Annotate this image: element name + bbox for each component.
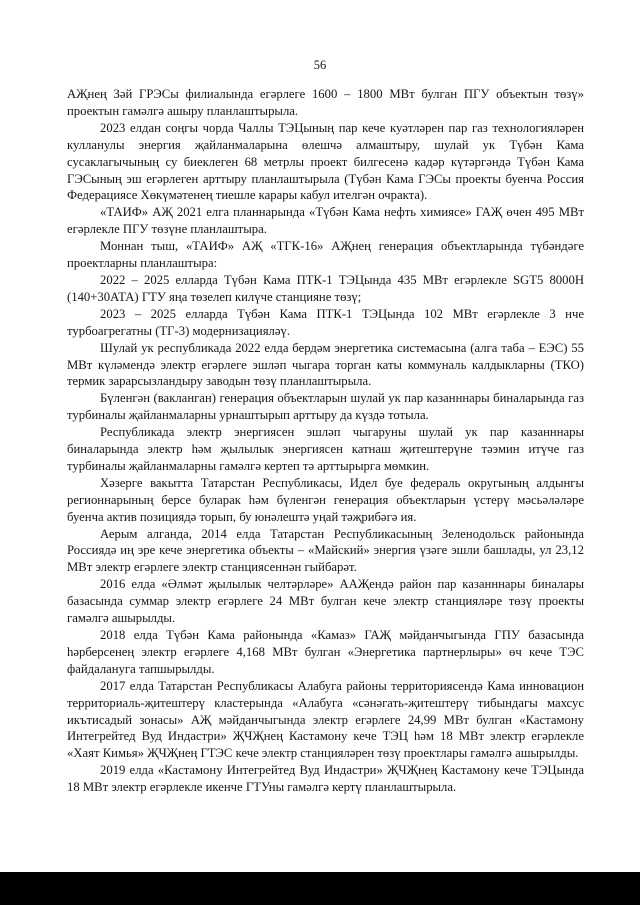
- page-number: 56: [313, 58, 327, 72]
- paragraph: Республикада электр энергиясен эшләп чыгаруны шулай ук пар казанннары биналарында электр һәм җылылык энергиясен катнаш җитештерүне тәэмин итүче газ турбиналы җайланмаларны гамәлгә кертеп тә арттырырга мөмкин.: [67, 425, 584, 473]
- paragraph: Бүленгән (вакланган) генерация объектларын шулай ук пар казанннары биналарында газ турбиналы җайланмаларны урнаштырып арттыру да күздә тотыла.: [67, 391, 584, 423]
- paragraph: «ТАИФ» АҖ 2021 елга планнарында «Түбән Кама нефть химиясе» ГАҖ өчен 495 МВт егәрлекле ПГУ төзүне планлаштыра.: [67, 205, 584, 237]
- scan-bottom-border: [0, 872, 640, 905]
- paragraph: 2023 – 2025 елларда Түбән Кама ПТК-1 ТЭЦында 102 МВт егәрлекле 3 нче турбоагрегатны (ТГ-3) модернизацияләү.: [67, 306, 584, 338]
- paragraph: Хәзерге вакытта Татарстан Республикасы, Идел буе федераль округының алдынгы регионнарының берсе буларак һәм бүленгән генерация объектларын үстерү мәсьәләләре буенча актив позициядә торып, бу юнәлештә уңай тәҗрибәгә ия.: [67, 475, 584, 524]
- paragraph: 2022 – 2025 елларда Түбән Кама ПТК-1 ТЭЦында 435 МВт егәрлекле SGT5 8000H (140+30АТА) ГТУ яңа төзелеп килүче станцияне төзү;: [67, 272, 584, 304]
- paragraph: 2019 елда «Кастамону Интегрейтед Вуд Индастри» ҖЧҖнең Кастамону кече ТЭЦында 18 МВт электр егәрлекле икенче ГТУны гамәлгә кертү планлаштырыла.: [67, 763, 584, 795]
- paragraph: Аерым алганда, 2014 елда Татарстан Республикасының Зеленодольск районында Россиядә иң эре кече энергетика объекты – «Майский» энергия үзәге эшли башлады, ул 23,12 МВт электр егәрлеге электр станциясеннән гыйбарәт.: [67, 526, 584, 575]
- paragraph: Шулай ук республикада 2022 елда бердәм энергетика системасына (алга таба – ЕЭС) 55 МВт күләмендә электр егәрлеге эшләп чыгара торган каты коммуналь калдыкларны (ТКО) термик зарарсызландыру заводын төзү планлаштырыла.: [67, 340, 584, 389]
- body-text: [67, 86, 584, 796]
- paragraph: 2018 елда Түбән Кама районында «Камаз» ГАҖ мәйданчыгында ГПУ базасында һәрберсенең электр егәрлеге 4,168 МВт булган «Энергетика партнерлыры» өч кече ТЭС файдалануга тапшырылды.: [67, 628, 584, 676]
- paragraph: 2023 елдан соңгы чорда Чаллы ТЭЦының пар кече куәтләрен пар газ технологияләрен кулланулы энергия җайланмаларына өлешчә алмаштыру, шулай ук Түбән Кама сусаклагычының су биеклеген 68 метрлы проект билгесенә кадәр күтәргәндә Түбән Кама ГЭСының эш егәрлеген арттыру планлаштырыла (Түбән Кама ГЭСы проекты буенча Россия Федерациясе Хөкүмәтенең тиешле карары кабул ителгән очракта).: [67, 120, 584, 203]
- paragraph: 2016 елда «Әлмәт җылылык челтәрләре» ААҖендә район пар казанннары биналары базасында суммар электр егәрлеге 24 МВт булган кече электр станцияләре төзү проекты гамәлгә ашырылды.: [67, 577, 584, 626]
- paragraph: Моннан тыш, «ТАИФ» АҖ «ТГК-16» АҖнең генерация объектларында түбәндәге проектларны планлаштыра:: [67, 239, 584, 271]
- paragraph-continued: АҖнең Зәй ГРЭСы филиалында егәрлеге 1600 – 1800 МВт булган ПГУ объектын төзү» проектын гамәлгә ашыру планлаштырыла.: [67, 87, 584, 118]
- paragraph: 2017 елда Татарстан Республикасы Алабуга районы территориясендә Кама инновацион территориаль-җитештерү кластерында «Алабуга «сәнәгать-җитештерү тибындагы махсус икътисадый зонасы» АҖ мәйданчыгында электр егәрлеге 24,99 МВт булган «Кастамону Интегрейтед Вуд Индастри» ҖЧҖнең Кастамону кече ТЭЦ һәм 18 МВт электр егәрлекле «Хаят Кимья» ҖЧҖнең ГТЭС кече электр станцияләрен төзү проектлары гамәлгә ашырылды.: [67, 678, 584, 761]
